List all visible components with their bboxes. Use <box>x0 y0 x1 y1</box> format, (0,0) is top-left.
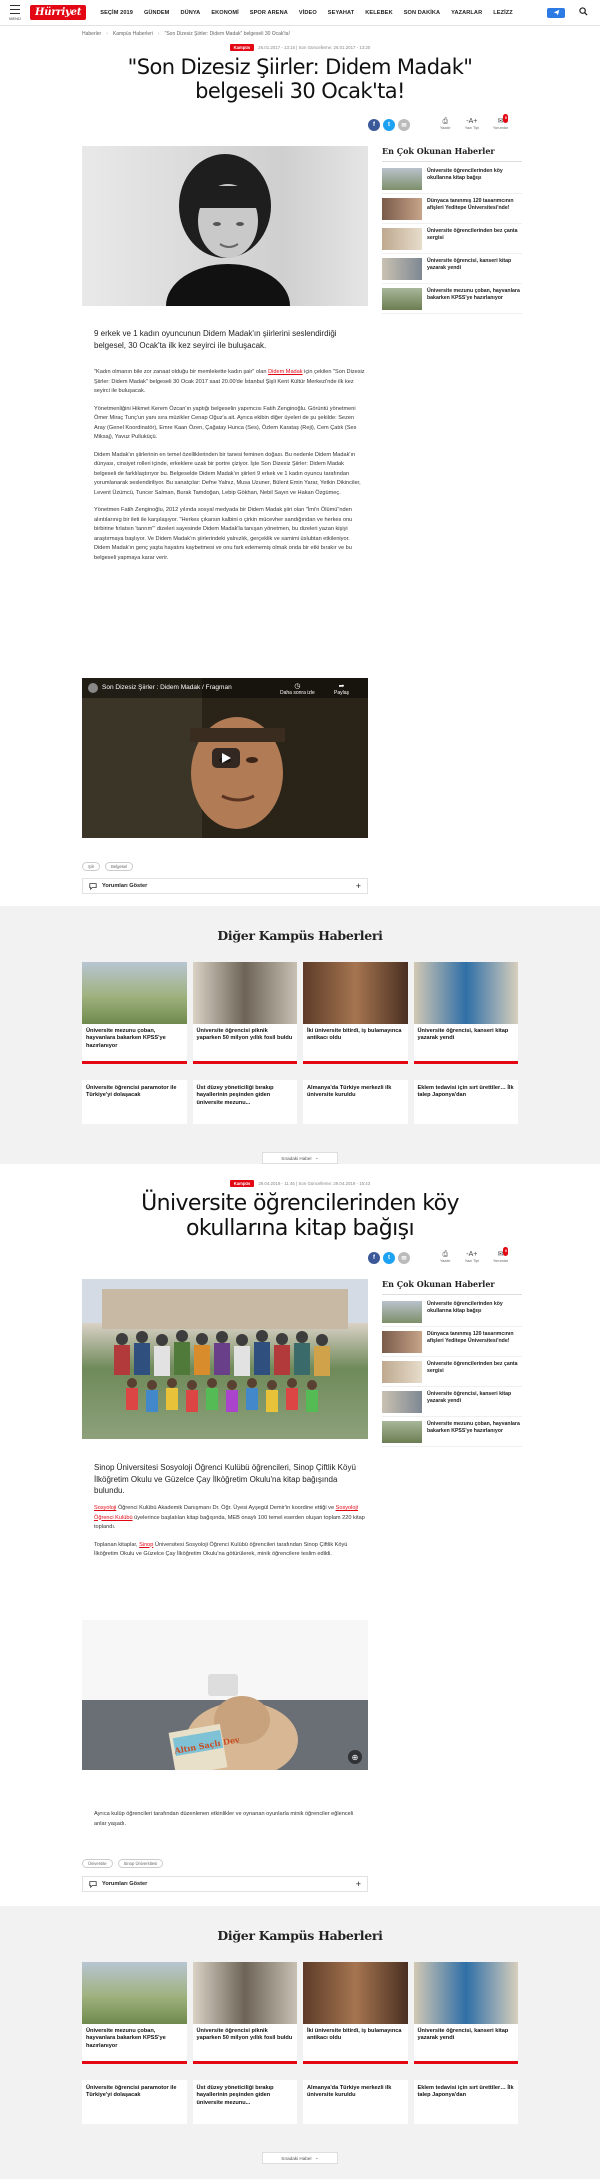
font-size-button[interactable] <box>465 117 479 130</box>
play-button[interactable] <box>212 748 240 768</box>
sidebar-item-title: Üniversite öğrencisi, kanseri kitap yazarak yendi <box>427 258 512 271</box>
related-card[interactable] <box>82 1962 187 2064</box>
tag[interactable]: Üniversite <box>82 1859 113 1868</box>
related-card[interactable] <box>414 1962 519 2064</box>
expand-icon: + <box>355 881 361 891</box>
article-tags <box>82 1859 163 1868</box>
facebook-share-button[interactable]: f <box>368 1252 380 1264</box>
article-lead: 9 erkek ve 1 kadın oyuncunun Didem Madak'ın şiirlerini seslendirdiği belgesel, 30 Ocak'ta ilk kez seyirci ile buluşacak. <box>94 329 337 350</box>
sidebar-thumbnail <box>382 1391 422 1413</box>
next-article-button[interactable] <box>262 1152 338 1164</box>
article-tags <box>82 862 133 871</box>
paragraph: Toplanan kitaplar, Sinop Üniversitesi Sosyoloji Öğrenci Kulübü öğrencileri tarafından Sinop Çiftlik Köyü İlköğretim Okulu ve Güzelce Çay İlköğretim Okulu'na götürülerek, minik öğrencilere teslim edildi. <box>94 1541 348 1557</box>
most-read-sidebar <box>382 146 522 318</box>
related-card[interactable] <box>303 1080 408 1124</box>
paragraph: Ayrıca kulüp öğrencileri tarafından düzenlenen etkinlikler ve oynanan oyunlarla minik öğrenciler eğlenceli anlar yaşadı. <box>94 1811 354 1827</box>
sidebar-thumbnail <box>382 288 422 310</box>
sidebar-item[interactable] <box>382 1301 522 1327</box>
breadcrumb-current: "Son Dizesiz Şiirler: Didem Madak" belgeseli 30 Ocak'ta! <box>164 31 290 37</box>
menu-button[interactable] <box>6 4 24 21</box>
related-card[interactable] <box>414 962 519 1064</box>
article-title: Üniversite öğrencilerinden köy okullarına kitap bağışı <box>141 1191 459 1241</box>
comments-label: Yorumlar <box>492 1259 509 1263</box>
comment-icon <box>89 882 97 890</box>
related-card[interactable] <box>303 1962 408 2064</box>
share-buttons <box>368 119 410 131</box>
related-title: Diğer Kampüs Haberleri <box>217 928 383 943</box>
sidebar-item-title: Üniversite öğrencilerinden köy okullarına kitap bağışı <box>427 1301 503 1314</box>
header-actions <box>547 7 588 18</box>
sidebar-item-title: Dünyaca tanınmış 120 tasarımcının afişleri Yeditepe Üniversitesi'nde! <box>427 198 514 211</box>
print-label: Yazdır <box>440 1259 451 1263</box>
card-title: Üniversite öğrencisi paramotor ile Türkiye'yi dolaşacak <box>86 2085 177 2099</box>
print-icon: ⎙ <box>442 1251 449 1258</box>
show-comments-label: Yorumları Göster <box>102 1881 148 1887</box>
card-thumbnail <box>193 1962 298 2024</box>
video-player[interactable] <box>82 678 368 838</box>
card-title: Almanya'da Türkiye merkezli ilk üniversite kuruldu <box>307 2085 392 2099</box>
sidebar-item[interactable] <box>382 1391 522 1417</box>
book-cover-text: Altın Saçlı Dev <box>173 1734 241 1756</box>
sidebar-item-title: Üniversite öğrencilerinden köy okullarına kitap bağışı <box>427 168 503 181</box>
share-buttons <box>368 1252 410 1264</box>
sidebar-item[interactable] <box>382 1331 522 1357</box>
card-thumbnail <box>303 962 408 1024</box>
nav-item-lezizz[interactable]: LEZİZZ <box>493 9 513 16</box>
card-title: İki üniversite bitirdi, iş bulamayınca antikacı oldu <box>307 1028 402 1042</box>
paragraph: "Kadın olmanın bile zor zanaat olduğu bir memlekette kadın şair" olan Didem Madak için çekilen "Son Dizesiz Şiirler: Didem Madak" belgeseli 30 Ocak 2017 saat 20.00'de İstanbul Şişli Kent Kültür Merkezi'nde ilk kez seyirci ile buluşacak. <box>94 369 365 394</box>
sidebar-thumbnail <box>382 198 422 220</box>
nav-item-dunya[interactable]: DÜNYA <box>180 9 201 16</box>
group-photo <box>82 1279 368 1439</box>
nav-item-yazarlar[interactable]: YAZARLAR <box>451 9 483 16</box>
related-grid-row1 <box>82 1962 518 2064</box>
article-dates: 26.01.2017 - 13:16 | Son Güncelleme: 26.01.2017 - 13:20 <box>258 45 371 50</box>
sidebar-thumbnail <box>382 168 422 190</box>
article-dates: 29.04.2019 - 11:45 | Son Güncelleme: 29.04.2019 - 15:43 <box>258 1181 371 1186</box>
article-main-image <box>82 146 368 306</box>
card-thumbnail <box>193 962 298 1024</box>
comments-label: Yorumlar <box>492 126 509 130</box>
related-card[interactable] <box>414 2080 519 2124</box>
related-card[interactable] <box>82 1080 187 1124</box>
send-icon <box>553 9 560 16</box>
print-button[interactable] <box>440 117 451 130</box>
tag[interactable]: Belgesel <box>105 862 133 871</box>
main-nav <box>100 10 513 16</box>
article-tools <box>440 117 508 130</box>
font-label: Yazı Tipi <box>464 126 479 130</box>
related-card[interactable] <box>193 962 298 1064</box>
sidebar-item[interactable] <box>382 1361 522 1387</box>
video-title[interactable]: Son Dizesiz Şiirler : Didem Madak / Fragman <box>102 684 232 691</box>
sidebar-thumbnail <box>382 258 422 280</box>
print-icon: ⎙ <box>442 118 449 125</box>
print-button[interactable] <box>440 1250 451 1263</box>
chevron-down-icon: ⌄ <box>314 1155 319 1160</box>
menu-label: MENÜ <box>9 16 21 22</box>
share-icon: ➦ <box>338 683 345 690</box>
card-title: Üst düzey yöneticiliği bırakıp hayallerinin peşinden giden üniversite mezunu... <box>196 1085 274 1106</box>
show-comments-button[interactable] <box>82 878 368 894</box>
related-card[interactable] <box>193 1962 298 2064</box>
comment-icon: ✉ 0 <box>497 1249 507 1258</box>
video-share-label: Paylaş <box>334 690 350 696</box>
sidebar-item-title: Üniversite öğrencilerinden bez çanta sergisi <box>427 228 518 241</box>
article-meta <box>0 44 600 51</box>
card-title: Almanya'da Türkiye merkezli ilk üniversite kuruldu <box>307 1085 392 1099</box>
sidebar-item-title: Üniversite öğrencisi, kanseri kitap yazarak yendi <box>427 1391 512 1404</box>
related-grid-row2 <box>82 2080 518 2124</box>
link-sosyoloji[interactable]: Sosyoloji <box>94 1505 117 1511</box>
article-meta <box>0 1180 600 1187</box>
facebook-share-button[interactable]: f <box>368 119 380 131</box>
related-title: Diğer Kampüs Haberleri <box>217 1928 383 1943</box>
card-title: Eklem tedavisi için sırt ürettiler… İlk talep Japonya'dan <box>417 1085 514 1099</box>
related-card[interactable] <box>82 962 187 1064</box>
comment-icon: ✉ 0 <box>497 116 507 125</box>
card-thumbnail <box>414 1962 519 2024</box>
related-grid-row2 <box>82 1080 518 1124</box>
related-card[interactable] <box>303 2080 408 2124</box>
card-title: Üniversite öğrencisi, kanseri kitap yazarak yendi <box>417 1028 509 1042</box>
article-body <box>94 368 366 571</box>
breadcrumb-item[interactable]: Kampüs Haberleri <box>112 31 153 37</box>
card-title: Üniversite öğrencisi, kanseri kitap yazarak yendi <box>417 2028 509 2042</box>
sidebar-thumbnail <box>382 1331 422 1353</box>
sidebar-item[interactable] <box>382 228 522 254</box>
nav-item-kelebek[interactable]: KELEBEK <box>365 9 393 16</box>
related-card[interactable] <box>303 962 408 1064</box>
mail-share-button[interactable]: ✉ <box>398 1252 410 1264</box>
card-thumbnail <box>82 962 187 1024</box>
next-article-button[interactable] <box>262 2152 338 2164</box>
card-thumbnail <box>303 1962 408 2024</box>
breadcrumb-item[interactable]: Haberler <box>82 31 102 37</box>
article-body-end <box>94 1810 366 1837</box>
sidebar-item-title: Üniversite mezunu çoban, hayvanlara bakarken KPSS'ye hazırlanıyor <box>427 288 520 301</box>
card-title: Üniversite öğrencisi piknik yaparken 50 milyon yıllık fosil buldu <box>196 2028 293 2042</box>
paragraph: Didem Madak'ın şiirlerinin en temel özelliklerinden bir tanesi feminen doğası. Bu nedenle Didem Madak'ın dünyası, cinsiyet rolleri içinde, erkeklere uzak bir portre çiziyor. İşte Son Dizesiz Şiirler: Didem Madak belgeseli de farklılaştırıyor bu. Belgeselde Didem Madak'ın şiirleri 9 erkek ve 1 kadın oyuncu tarafından yorumlanarak seslendiriliyor. Bu sanatçılar: Defne Yalnız, Musa Uzuner, Bülent Emin Yarar, Yetkin Dikinciler, Levent Üzümcü, Tuncer Salman, Burak Tamdoğan, Lebip Gökhan, Nebil Sayın ve Hakan Özgümeç. <box>94 451 361 496</box>
sidebar-item[interactable] <box>382 1421 522 1447</box>
video-share-button[interactable] <box>334 682 349 696</box>
search-button[interactable] <box>579 7 588 18</box>
link-sosyoloji-kulubu[interactable]: Sosyoloji Öğrenci Kulübü <box>94 1505 359 1521</box>
paragraph: Sosyoloji Öğrenci Kulübü Akademik Danışmanı Dr. Öğr. Üyesi Ayşegül Demir'in koordine ettiği ve Sosyoloji Öğrenci Kulübü üyelerince başlatılan kitap bağışında, MEB onaylı 100 temel eserden oluşan toplam 220 kitap toplandı. <box>94 1505 365 1530</box>
sidebar-thumbnail <box>382 1421 422 1443</box>
article-title: "Son Dizesiz Şiirler: Didem Madak" belgeseli 30 Ocak'ta! <box>127 55 473 103</box>
search-icon <box>579 7 588 16</box>
nav-item-ekonomi[interactable]: EKONOMİ <box>211 9 239 16</box>
watch-later-button[interactable] <box>280 682 315 696</box>
comment-icon <box>89 1880 97 1888</box>
tag[interactable]: Sinop Üniversitesi <box>118 1859 164 1868</box>
expand-icon: + <box>355 1879 361 1889</box>
chevron-down-icon: ⌄ <box>314 2155 319 2160</box>
related-grid-row1 <box>82 962 518 1064</box>
next-label: Sıradaki Haber <box>281 2155 312 2161</box>
print-label: Yazdır <box>440 126 451 130</box>
clock-icon: ◷ <box>294 683 301 690</box>
play-icon <box>222 753 231 763</box>
card-title: İki üniversite bitirdi, iş bulamayınca antikacı oldu <box>307 2028 402 2042</box>
link-sinop[interactable]: Sinop <box>139 1541 154 1548</box>
sidebar-thumbnail <box>382 228 422 250</box>
sidebar-item[interactable] <box>382 258 522 284</box>
top-navigation <box>0 0 600 26</box>
next-label: Sıradaki Haber <box>281 1155 312 1161</box>
comments-button[interactable] <box>493 1250 508 1263</box>
comment-count: 0 <box>503 114 508 123</box>
category-badge[interactable]: Kampüs <box>230 44 255 51</box>
font-size-icon: -A+ <box>466 1251 478 1258</box>
comments-button[interactable] <box>493 117 508 130</box>
paragraph: Yönetmen Fatih Zenginoğlu, 2012 yılında sosyal medyada bir Didem Madak şiiri olan "İmi'n Ölümü"nden alıntılarınıg bir ileti ile karşılaşıyor. "Herkes çıkarsın kalbini o çirkin mücevher sandığından ve herkes onu birbirine fırlatsın 'tanrım'" dizeleri sayesinde Didem Madak'la tanışan yönetmen, bu dizeleri yazan kişiyi araştırmaya başlıyor. Ve Didem Madak'ın şiirlerindeki yalnızlık, gerçeklik ve samimi üslubtan etkileniyor. Didem Madak'ın genç yaşta hayatını kaybetmesi ve onu fark edememiş olmak onda bir etki bırakır ve bu belgeseli yapmaya karar verir. <box>94 507 353 561</box>
show-comments-label: Yorumları Göster <box>102 883 148 889</box>
sidebar-item-title: Üniversite mezunu çoban, hayvanlara bakarken KPSS'ye hazırlanıyor <box>427 1421 520 1434</box>
article-tools <box>440 1250 508 1263</box>
font-label: Yazı Tipi <box>464 1259 479 1263</box>
card-thumbnail <box>414 962 519 1024</box>
tag[interactable]: Şiir <box>82 862 100 871</box>
card-title: Üst düzey yöneticiliği bırakıp hayallerinin peşinden giden üniversite mezunu... <box>196 2085 274 2106</box>
sidebar-thumbnail <box>382 1361 422 1383</box>
most-read-sidebar <box>382 1279 522 1451</box>
link-didem-madak[interactable]: Didem Madak <box>268 369 303 375</box>
portrait-photo <box>82 146 368 306</box>
card-title: Üniversite öğrencisi paramotor ile Türkiye'yi dolaşacak <box>86 1085 177 1099</box>
mail-share-button[interactable]: ✉ <box>398 119 410 131</box>
show-comments-button[interactable] <box>82 1876 368 1892</box>
sidebar-item[interactable] <box>382 288 522 314</box>
nav-item-spor-arena[interactable]: SPOR ARENA <box>249 9 288 16</box>
font-size-icon: -A+ <box>466 118 478 125</box>
sidebar-thumbnail <box>382 1301 422 1323</box>
nav-item-son-dakika[interactable]: SON DAKİKA <box>403 9 441 16</box>
sidebar-item[interactable] <box>382 198 522 224</box>
related-card[interactable] <box>82 2080 187 2124</box>
nav-item-gundem[interactable]: GÜNDEM <box>143 9 170 16</box>
card-title: Eklem tedavisi için sırt ürettiler… İlk talep Japonya'dan <box>417 2085 514 2099</box>
channel-avatar[interactable] <box>88 683 98 693</box>
nav-item-video[interactable]: VİDEO <box>298 9 317 16</box>
related-card[interactable] <box>193 2080 298 2124</box>
nav-item-seyahat[interactable]: SEYAHAT <box>327 9 355 16</box>
twitter-share-button[interactable]: t <box>383 119 395 131</box>
related-card[interactable] <box>193 1080 298 1124</box>
card-thumbnail <box>82 1962 187 2024</box>
card-title: Üniversite mezunu çoban, hayvanlara bakarken KPSS'ye hazırlanıyor <box>86 2028 166 2049</box>
article-body <box>94 1504 366 1568</box>
paragraph: Yönetmenliğini Hikmet Kerem Özcan'ın yaptığı belgeselin yapımcısı Fatih Zenginoğlu. Görüntü yönetmeni Ömer Miraç Tunç'un yanı sıra müzikler Cenap Oğuz'a ait. Ayrıca ekibin diğer üyeleri de şu şekilde: Sezen Aray (Genel Koordinatör), Emre Kaan Özen, Çağatay Hunca (Ses), Özlem Karataş (Reji), Cem Çatık (Ses Miksaj), Yavuz Pulluküçü. <box>94 405 357 440</box>
site-logo[interactable]: Hürriyet <box>30 5 86 20</box>
related-card[interactable] <box>414 1080 519 1124</box>
sidebar-item[interactable] <box>382 168 522 194</box>
card-title: Üniversite mezunu çoban, hayvanlara bakarken KPSS'ye hazırlanıyor <box>86 1028 166 1049</box>
article-lead: Sinop Üniversitesi Sosyoloji Öğrenci Kulübü öğrencileri, Sinop Çiftlik Köyü İlköğretim Okulu ve Güzelce Çay İlköğretim Okulu'na kitap bağışında bulundu. <box>94 1463 356 1496</box>
zoom-icon[interactable]: ⊕ <box>348 1750 362 1764</box>
image-gallery[interactable] <box>82 1620 368 1770</box>
nav-item-secim[interactable]: SEÇİM 2019 <box>100 9 133 16</box>
sidebar-title: En Çok Okunan Haberler <box>382 146 522 162</box>
card-title: Üniversite öğrencisi piknik yaparken 50 milyon yıllık fosil buldu <box>196 1028 293 1042</box>
category-badge[interactable]: Kampüs <box>230 1180 255 1187</box>
sidebar-item-title: Üniversite öğrencilerinden bez çanta sergisi <box>427 1361 518 1374</box>
font-size-button[interactable] <box>465 1250 479 1263</box>
watch-later-label: Daha sonra izle <box>280 690 315 696</box>
breadcrumb: Haberler › Kampüs Haberleri › "Son Dizesiz Şiirler: Didem Madak" belgeseli 30 Ocak'ta! <box>82 31 290 37</box>
telegram-button[interactable] <box>547 8 565 18</box>
sidebar-title: En Çok Okunan Haberler <box>382 1279 522 1295</box>
article-main-image <box>82 1279 368 1439</box>
sidebar-item-title: Dünyaca tanınmış 120 tasarımcının afişleri Yeditepe Üniversitesi'nde! <box>427 1331 514 1344</box>
twitter-share-button[interactable]: t <box>383 1252 395 1264</box>
comment-count: 0 <box>503 1247 508 1256</box>
gallery-photo <box>82 1620 368 1770</box>
